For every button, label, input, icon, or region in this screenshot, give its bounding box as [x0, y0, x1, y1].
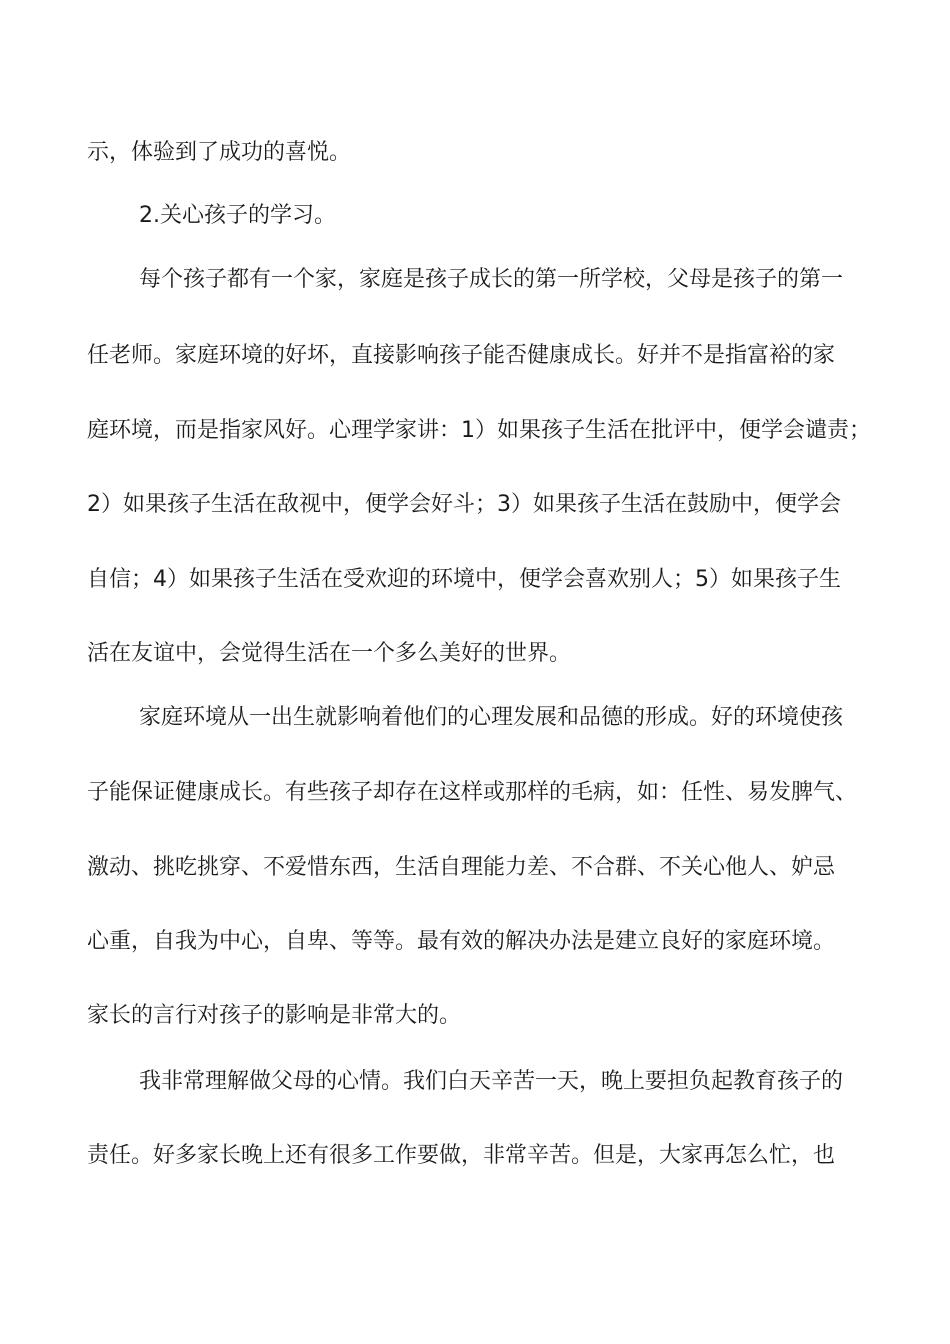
- text-line: 自信；4）如果孩子生活在受欢迎的环境中，便学会喜欢别人；5）如果孩子生: [87, 567, 841, 592]
- text-line: 任老师。家庭环境的好坏，直接影响孩子能否健康成长。好并不是指富裕的家: [87, 343, 836, 368]
- text-line: 心重，自我为中心，自卑、等等。最有效的解决办法是建立良好的家庭环境。: [87, 929, 836, 954]
- text-line: 庭环境，而是指家风好。心理学家讲：1）如果孩子生活在批评中，便学会谴责；: [87, 418, 871, 443]
- text-line: 我非常理解做父母的心情。我们白天辛苦一天，晚上要担负起教育孩子的: [139, 1069, 844, 1094]
- text-line: 责任。好多家长晚上还有很多工作要做，非常辛苦。但是，大家再怎么忙，也: [87, 1143, 836, 1168]
- text-line: 家庭环境从一出生就影响着他们的心理发展和品德的形成。好的环境使孩: [139, 705, 844, 730]
- text-line: 每个孩子都有一个家，家庭是孩子成长的第一所学校，父母是孩子的第一: [139, 267, 844, 292]
- text-line: 家长的言行对孩子的影响是非常大的。: [87, 1003, 462, 1028]
- text-line: 活在友谊中，会觉得生活在一个多么美好的世界。: [87, 641, 572, 666]
- text-line: 激动、挑吃挑穿、不爱惜东西，生活自理能力差、不合群、不关心他人、妒忌: [87, 855, 836, 880]
- section-heading: 2.关心孩子的学习。: [139, 203, 336, 228]
- text-line: 子能保证健康成长。有些孩子却存在这样或那样的毛病，如：任性、易发脾气、: [87, 780, 858, 805]
- text-line: 示，体验到了成功的喜悦。: [87, 140, 352, 165]
- text-line: 2）如果孩子生活在敌视中，便学会好斗；3）如果孩子生活在鼓励中，便学会: [87, 492, 841, 517]
